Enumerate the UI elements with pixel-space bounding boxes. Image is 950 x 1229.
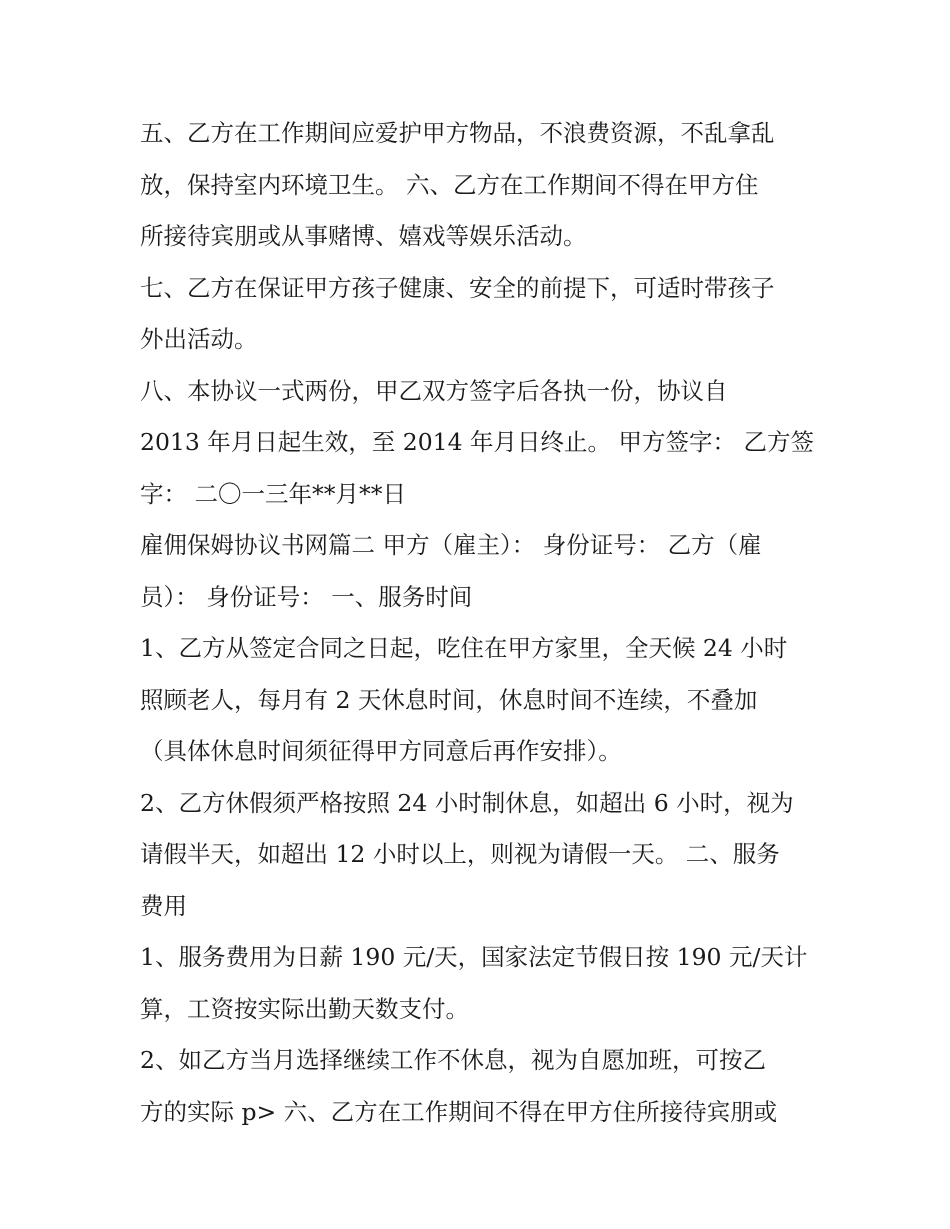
paragraph-item-5 (140, 108, 830, 263)
text-line: 外出活动。 (140, 325, 258, 353)
paragraph-service-fee-2 (140, 1035, 830, 1138)
text-line: 1、服务费用为日薪 190 元/天，国家法定节假日按 190 元/天计 (140, 943, 808, 971)
text-line: 请假半天，如超出 12 小时以上，则视为请假一天。 二、服务 (140, 840, 780, 868)
text-line: 方的实际 p> 六、乙方在工作期间不得在甲方住所接待宾朋或 (140, 1097, 778, 1126)
text-line: （具体休息时间须征得甲方同意后再作安排）。 (140, 737, 622, 765)
paragraph-service-fee-1 (140, 932, 830, 1035)
paragraph-item-8 (140, 366, 830, 521)
text-line: 五、乙方在工作期间应爱护甲方物品，不浪费资源，不乱拿乱 (140, 119, 775, 147)
text-line: 2、乙方休假须严格按照 24 小时制休息，如超出 6 小时，视为 (140, 788, 794, 817)
text-line: 费用 (140, 891, 187, 920)
paragraph-contract-two-header (140, 520, 830, 623)
text-line: 1、乙方从签定合同之日起，吃住在甲方家里，全天候 24 小时 (140, 634, 788, 662)
text-line: 字： 二〇一三年**月**日 (140, 479, 406, 508)
text-line: 2013 年月日起生效，至 2014 年月日终止。 甲方签字： 乙方签 (140, 428, 814, 456)
text-line: 八、本协议一式两份，甲乙双方签字后各执一份，协议自 (140, 376, 728, 405)
text-line: 放，保持室内环境卫生。 六、乙方在工作期间不得在甲方住 (140, 170, 759, 199)
document-body (140, 108, 830, 1138)
paragraph-service-time-2 (140, 778, 830, 933)
text-line: 照顾老人，每月有 2 天休息时间，休息时间不连续，不叠加 (140, 685, 758, 714)
text-line: 2、如乙方当月选择继续工作不休息，视为自愿加班，可按乙 (140, 1046, 766, 1074)
paragraph-service-time-1 (140, 623, 830, 778)
text-line: 员）： 身份证号： 一、服务时间 (140, 582, 473, 611)
text-line: 雇佣保姆协议书网篇二 甲方（雇主）： 身份证号： 乙方（雇 (140, 531, 762, 559)
text-line: 所接待宾朋或从事赌博、嬉戏等娱乐活动。 (140, 222, 587, 250)
text-line: 七、乙方在保证甲方孩子健康、安全的前提下，可适时带孩子 (140, 273, 775, 302)
paragraph-item-7 (140, 263, 830, 366)
text-line: 算，工资按实际出勤天数支付。 (140, 994, 469, 1023)
